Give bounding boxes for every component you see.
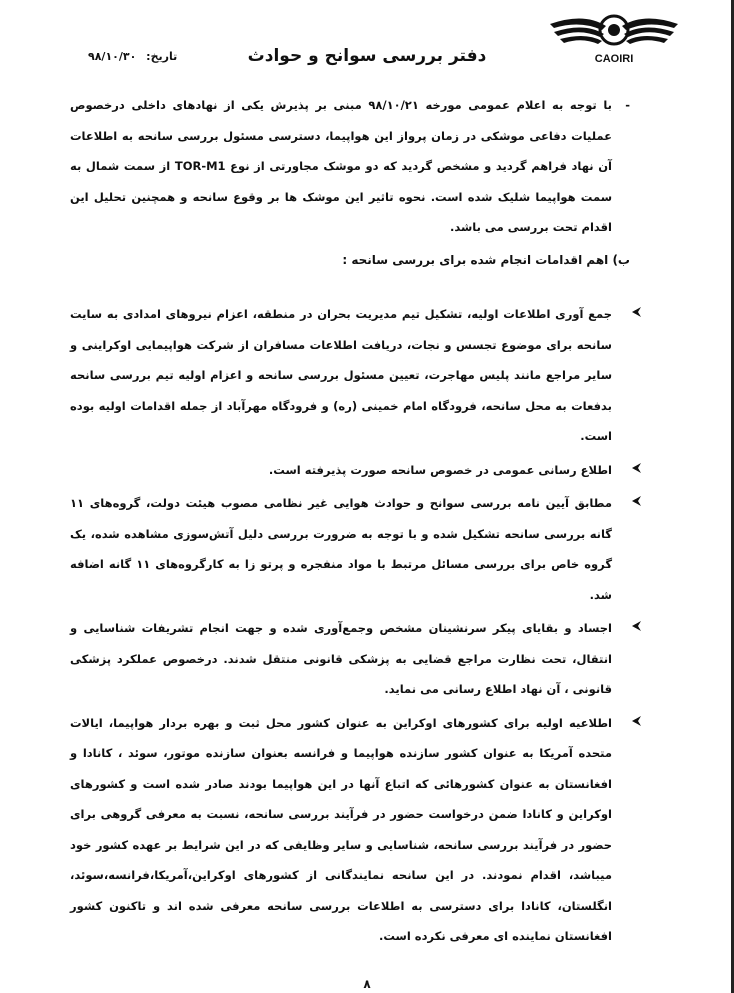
intro-paragraph <box>70 90 630 243</box>
date-block <box>88 50 177 63</box>
section-heading: ب) اهم اقدامات انجام شده برای بررسی سانحه : <box>342 252 630 267</box>
arrow-bullet-icon <box>630 462 642 474</box>
page-number: ۸ <box>363 977 371 991</box>
list-item <box>70 455 630 486</box>
page-header <box>0 0 734 80</box>
list-item <box>70 299 630 452</box>
intro-text: با توجه به اعلام عمومی مورخه ۹۸/۱۰/۲۱ مبنی بر پذیرش یکی از نهادهای داخلی درخصوص عملیات دفاعی موشکی در زمان پرواز این هواپیما، دسترسی مسئول بررسی سانحه به اطلاعات آن نهاد فراهم گردید و مشخص گردید که دو موشک مجاورتی از نوع TOR-M1 از سمت شمال به سمت هواپیما شلیک شده است. نحوه تاثیر این موشک ها بر وقوع سانحه و همچنین تحلیل این اقدام تحت بررسی می باشد. <box>70 98 612 234</box>
date-label: تاریخ: <box>146 50 178 63</box>
list-item <box>70 708 630 952</box>
list-item-text: اجساد و بقایای پیکر سرنشینان مشخص وجمع‌آوری شده و جهت انجام تشریفات شناسایی و انتقال، تحت نظارت مراجع قضایی به پزشکی قانونی منتقل شدند. درخصوص عملکرد پزشکی قانونی ، آن نهاد اطلاع رسانی می نماید. <box>70 621 612 696</box>
arrow-bullet-icon <box>630 715 642 727</box>
document-title: دفتر بررسی سوانح و حوادث <box>247 46 487 66</box>
document-body <box>70 90 630 955</box>
list-item-text: جمع آوری اطلاعات اولیه، تشکیل تیم مدیریت بحران در منطقه، اعزام نیروهای امدادی به سایت سانحه برای موضوع تجسس و نجات، دریافت اطلاعات مسافران از شرکت هواپیمایی اوکراینی و سایر مراجع مانند پلیس مهاجرت، تعیین مسئول بررسی سانحه و اعزام اولیه تیم بررسی سانحه بدفعات به محل سانحه، فرودگاه امام خمینی (ره) و فرودگاه مهرآباد از جمله اقدامات اولیه بوده است. <box>70 307 612 443</box>
dash-bullet-icon: - <box>625 98 630 112</box>
date-value: ۹۸/۱۰/۳۰ <box>88 50 137 63</box>
list-item-text: مطابق آیین نامه بررسی سوانح و حوادث هوایی غیر نظامی مصوب هیئت دولت، گروه‌های ۱۱ گانه بررسی سانحه تشکیل شده و با توجه به ضرورت بررسی دلیل آتش‌سوزی مشاهده شده، یک گروه خاص برای بررسی مسائل مرتبط با مواد منفجره و پرتو زا به کارگروه‌های ۱۱ گانه اضافه شد. <box>70 496 613 602</box>
arrow-bullet-icon <box>630 306 642 318</box>
list-item-text: اطلاع رسانی عمومی در خصوص سانحه صورت پذیرفته است. <box>268 462 612 477</box>
list-item-text: اطلاعیه اولیه برای کشورهای اوکراین به عنوان کشور محل ثبت و بهره بردار هواپیما، ایالات متحده آمریکا به عنوان کشور سازنده هواپیما و فرانسه بعنوان سازنده موتور، سوئد ، کانادا و افغانستان به عنوان کشورهائی که اتباع آنها در این هواپیما بودند صادر شده است و کشورهای اوکراین و کانادا ضمن درخواست حضور در فرآیند بررسی سانحه، نسبت به معرفی گروهی برای حضور در فرآیند بررسی سانحه، شناسایی و سایر وظایفی که در این شرایط بر عهده کشور خود میباشد، اقدام نمودند. در این سانحه نمایندگانی از کشورهای اوکراین،آمریکا،فرانسه،سوئد، انگلستان، کانادا برای دسترسی به اطلاعات بررسی سانحه معرفی شده اند و تاکنون کشور افغانستان نماینده ای معرفی نکرده است. <box>70 715 612 943</box>
actions-list <box>70 299 630 952</box>
arrow-bullet-icon <box>630 495 642 507</box>
arrow-bullet-icon <box>630 620 642 632</box>
list-item <box>70 613 630 705</box>
list-item <box>70 488 630 610</box>
logo-text: CAOIRI <box>594 53 634 65</box>
